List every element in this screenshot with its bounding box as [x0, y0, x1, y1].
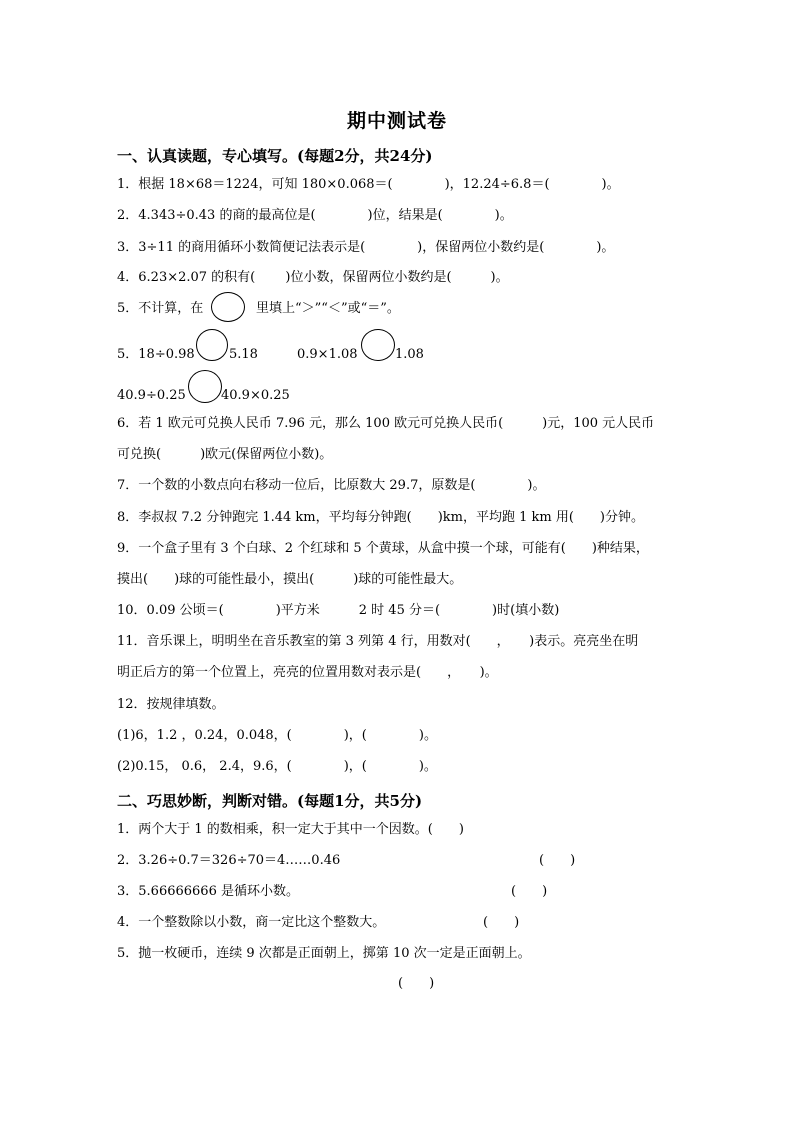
question-5-instruction-end: 里填上“＞”“＜”或“＝”。	[256, 301, 400, 316]
compare-1-left: 5．18÷0.98	[117, 347, 195, 362]
question-12-sequence-2: (2)0.15， 0.6， 2.4，9.6，( )，( )。	[117, 759, 437, 774]
question-8: 8．李叔叔 7.2 分钟跑完 1.44 km，平均每分钟跑( )km，平均跑 1 km 用( )分钟。	[117, 510, 644, 525]
compare-1-circle[interactable]	[196, 329, 228, 361]
compare-2-left: 0.9×1.08	[297, 347, 358, 362]
judge-4-answer-blank[interactable]: ( )	[483, 915, 520, 930]
question-9-line-1: 9．一个盒子里有 3 个白球、2 个红球和 5 个黄球，从盒中摸一个球，可能有( )种结果，	[117, 541, 649, 556]
judge-5-answer-blank[interactable]: ( )	[398, 976, 435, 991]
question-4: 4．6.23×2.07 的积有( )位小数，保留两位小数约是( )。	[117, 270, 509, 285]
section-heading-true-false: 二、巧思妙断，判断对错。(每题1分，共5分)	[117, 792, 423, 810]
question-9-line-2: 摸出( )球的可能性最小，摸出( )球的可能性最大。	[117, 572, 463, 587]
comparison-circle-example	[211, 292, 245, 322]
question-10: 10．0.09 公顷＝( )平方米 2 时 45 分＝( )时(填小数)	[117, 603, 560, 618]
judge-1: 1．两个大于 1 的数相乘，积一定大于其中一个因数。( )	[117, 822, 464, 837]
section-heading-fill-in: 一、认真读题，专心填写。(每题2分，共24分)	[117, 147, 433, 165]
judge-5: 5．抛一枚硬币，连续 9 次都是正面朝上，掷第 10 次一定是正面朝上。	[117, 946, 531, 961]
question-11-line-2: 明正后方的第一个位置上，亮亮的位置用数对表示是( ， )。	[117, 665, 498, 680]
question-12-sequence-1: (1)6，1.2 ，0.24，0.048，( )，( )。	[117, 728, 437, 743]
question-12: 12．按规律填数。	[117, 697, 225, 712]
question-6-line-1: 6．若 1 欧元可兑换人民币 7.96 元，那么 100 欧元可兑换人民币( )元，100 元人民币	[117, 416, 655, 431]
compare-3-right: 40.9×0.25	[221, 388, 290, 403]
compare-3-left: 40.9÷0.25	[117, 388, 186, 403]
question-3: 3．3÷11 的商用循环小数简便记法表示是( )，保留两位小数约是( )。	[117, 240, 615, 255]
question-5-instruction: 5．不计算，在	[117, 301, 204, 316]
question-1: 1．根据 18×68＝1224，可知 180×0.068＝( )，12.24÷6.8＝( )。	[117, 177, 620, 192]
compare-2-right: 1.08	[395, 347, 424, 362]
compare-3-circle[interactable]	[188, 370, 222, 403]
compare-2-circle[interactable]	[361, 329, 395, 361]
question-2: 2．4.343÷0.43 的商的最高位是( )位，结果是( )。	[117, 208, 513, 223]
judge-2-answer-blank[interactable]: ( )	[539, 853, 576, 868]
judge-4: 4．一个整数除以小数，商一定比这个整数大。	[117, 915, 386, 930]
question-11-line-1: 11．音乐课上，明明坐在音乐教室的第 3 列第 4 行，用数对( ， )表示。亮亮坐在明	[117, 634, 639, 649]
page-title: 期中测试卷	[346, 110, 447, 132]
question-7: 7．一个数的小数点向右移动一位后，比原数大 29.7，原数是( )。	[117, 478, 546, 493]
judge-2: 2．3.26÷0.7＝326÷70＝4……0.46	[117, 853, 341, 868]
question-6-line-2: 可兑换( )欧元(保留两位小数)。	[117, 447, 333, 462]
compare-1-right: 5.18	[229, 347, 258, 362]
judge-3-answer-blank[interactable]: ( )	[511, 884, 548, 899]
judge-3: 3．5.66666666 是循环小数。	[117, 884, 299, 899]
